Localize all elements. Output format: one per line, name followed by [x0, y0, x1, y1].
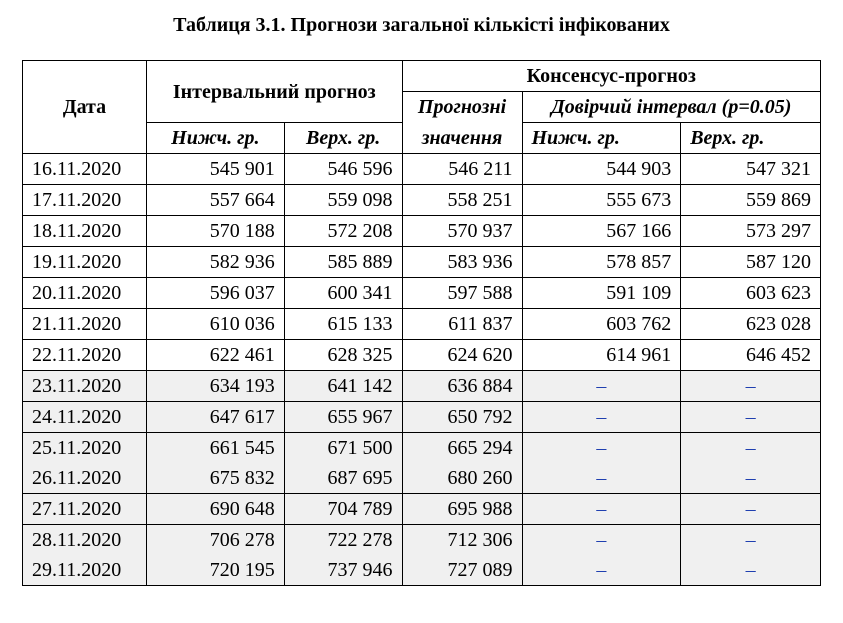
ci-lower-cell: 578 857 — [522, 247, 681, 278]
forecast-value-cell: 558 251 — [402, 185, 522, 216]
table-row — [23, 247, 821, 278]
interval-lower-cell: 582 936 — [146, 247, 284, 278]
table-title: Таблиця 3.1. Прогнози загальної кількісті інфікованих — [173, 14, 670, 36]
ci-upper-cell: – — [681, 402, 821, 433]
interval-lower-cell: 647 617 — [146, 402, 284, 433]
header-forecast-values-line1: Прогнозні — [402, 92, 522, 123]
date-cell: 27.11.2020 — [23, 494, 147, 525]
interval-upper-cell: 628 325 — [284, 340, 402, 371]
date-cell: 22.11.2020 — [23, 340, 147, 371]
interval-lower-cell: 706 278 — [146, 525, 284, 556]
header-interval-upper: Верх. гр. — [284, 123, 402, 154]
table-row — [23, 309, 821, 340]
table-row — [23, 154, 821, 185]
date-cell: 25.11.2020 — [23, 433, 147, 464]
interval-upper-cell: 655 967 — [284, 402, 402, 433]
table-row — [23, 185, 821, 216]
table-row — [23, 433, 821, 464]
forecast-value-cell: 680 260 — [402, 463, 522, 494]
ci-upper-cell: 646 452 — [681, 340, 821, 371]
forecast-value-cell: 636 884 — [402, 371, 522, 402]
interval-lower-cell: 557 664 — [146, 185, 284, 216]
table-row — [23, 463, 821, 494]
date-cell: 21.11.2020 — [23, 309, 147, 340]
ci-lower-cell: – — [522, 371, 681, 402]
interval-lower-cell: 610 036 — [146, 309, 284, 340]
table-row — [23, 525, 821, 556]
interval-upper-cell: 641 142 — [284, 371, 402, 402]
ci-upper-cell: – — [681, 463, 821, 494]
forecast-value-cell: 624 620 — [402, 340, 522, 371]
header-confidence-interval: Довірчий інтервал (p=0.05) — [522, 92, 821, 123]
table-row — [23, 494, 821, 525]
date-cell: 18.11.2020 — [23, 216, 147, 247]
forecast-value-cell: 570 937 — [402, 216, 522, 247]
date-cell: 19.11.2020 — [23, 247, 147, 278]
ci-lower-cell: 567 166 — [522, 216, 681, 247]
interval-upper-cell: 687 695 — [284, 463, 402, 494]
forecast-value-cell: 583 936 — [402, 247, 522, 278]
ci-upper-cell: 587 120 — [681, 247, 821, 278]
table-row — [23, 216, 821, 247]
forecast-value-cell: 727 089 — [402, 555, 522, 586]
interval-upper-cell: 600 341 — [284, 278, 402, 309]
ci-lower-cell: – — [522, 525, 681, 556]
interval-lower-cell: 661 545 — [146, 433, 284, 464]
ci-lower-cell: 555 673 — [522, 185, 681, 216]
header-interval-forecast: Інтервальний прогноз — [146, 61, 402, 123]
interval-upper-cell: 671 500 — [284, 433, 402, 464]
header-forecast-values-line2: значення — [402, 123, 522, 154]
interval-upper-cell: 737 946 — [284, 555, 402, 586]
table-row — [23, 278, 821, 309]
date-cell: 17.11.2020 — [23, 185, 147, 216]
interval-lower-cell: 545 901 — [146, 154, 284, 185]
ci-upper-cell: 559 869 — [681, 185, 821, 216]
interval-lower-cell: 570 188 — [146, 216, 284, 247]
header-ci-lower: Нижч. гр. — [522, 123, 681, 154]
ci-upper-cell: 547 321 — [681, 154, 821, 185]
header-ci-upper: Верх. гр. — [681, 123, 821, 154]
ci-lower-cell: 544 903 — [522, 154, 681, 185]
ci-upper-cell: 573 297 — [681, 216, 821, 247]
forecast-value-cell: 546 211 — [402, 154, 522, 185]
interval-upper-cell: 546 596 — [284, 154, 402, 185]
interval-upper-cell: 572 208 — [284, 216, 402, 247]
interval-lower-cell: 596 037 — [146, 278, 284, 309]
interval-lower-cell: 675 832 — [146, 463, 284, 494]
header-date: Дата — [23, 61, 147, 154]
table-row — [23, 402, 821, 433]
ci-lower-cell: – — [522, 555, 681, 586]
interval-lower-cell: 622 461 — [146, 340, 284, 371]
interval-upper-cell: 585 889 — [284, 247, 402, 278]
forecast-value-cell: 695 988 — [402, 494, 522, 525]
ci-upper-cell: – — [681, 525, 821, 556]
ci-lower-cell: – — [522, 494, 681, 525]
ci-upper-cell: – — [681, 555, 821, 586]
interval-upper-cell: 722 278 — [284, 525, 402, 556]
date-cell: 29.11.2020 — [23, 555, 147, 586]
ci-lower-cell: 603 762 — [522, 309, 681, 340]
ci-lower-cell: 591 109 — [522, 278, 681, 309]
table-row — [23, 371, 821, 402]
date-cell: 20.11.2020 — [23, 278, 147, 309]
interval-upper-cell: 704 789 — [284, 494, 402, 525]
forecast-value-cell: 650 792 — [402, 402, 522, 433]
header-consensus-forecast: Консенсус-прогноз — [402, 61, 820, 92]
forecast-table — [22, 60, 821, 586]
forecast-value-cell: 611 837 — [402, 309, 522, 340]
ci-lower-cell: – — [522, 463, 681, 494]
date-cell: 28.11.2020 — [23, 525, 147, 556]
ci-upper-cell: – — [681, 371, 821, 402]
interval-upper-cell: 559 098 — [284, 185, 402, 216]
interval-lower-cell: 690 648 — [146, 494, 284, 525]
ci-lower-cell: – — [522, 433, 681, 464]
ci-lower-cell: – — [522, 402, 681, 433]
forecast-value-cell: 712 306 — [402, 525, 522, 556]
interval-lower-cell: 720 195 — [146, 555, 284, 586]
ci-upper-cell: 623 028 — [681, 309, 821, 340]
date-cell: 23.11.2020 — [23, 371, 147, 402]
ci-upper-cell: – — [681, 494, 821, 525]
date-cell: 26.11.2020 — [23, 463, 147, 494]
date-cell: 24.11.2020 — [23, 402, 147, 433]
table-row — [23, 555, 821, 586]
header-interval-lower: Нижч. гр. — [146, 123, 284, 154]
forecast-value-cell: 597 588 — [402, 278, 522, 309]
ci-lower-cell: 614 961 — [522, 340, 681, 371]
date-cell: 16.11.2020 — [23, 154, 147, 185]
table-row — [23, 340, 821, 371]
forecast-value-cell: 665 294 — [402, 433, 522, 464]
interval-lower-cell: 634 193 — [146, 371, 284, 402]
ci-upper-cell: – — [681, 433, 821, 464]
ci-upper-cell: 603 623 — [681, 278, 821, 309]
interval-upper-cell: 615 133 — [284, 309, 402, 340]
